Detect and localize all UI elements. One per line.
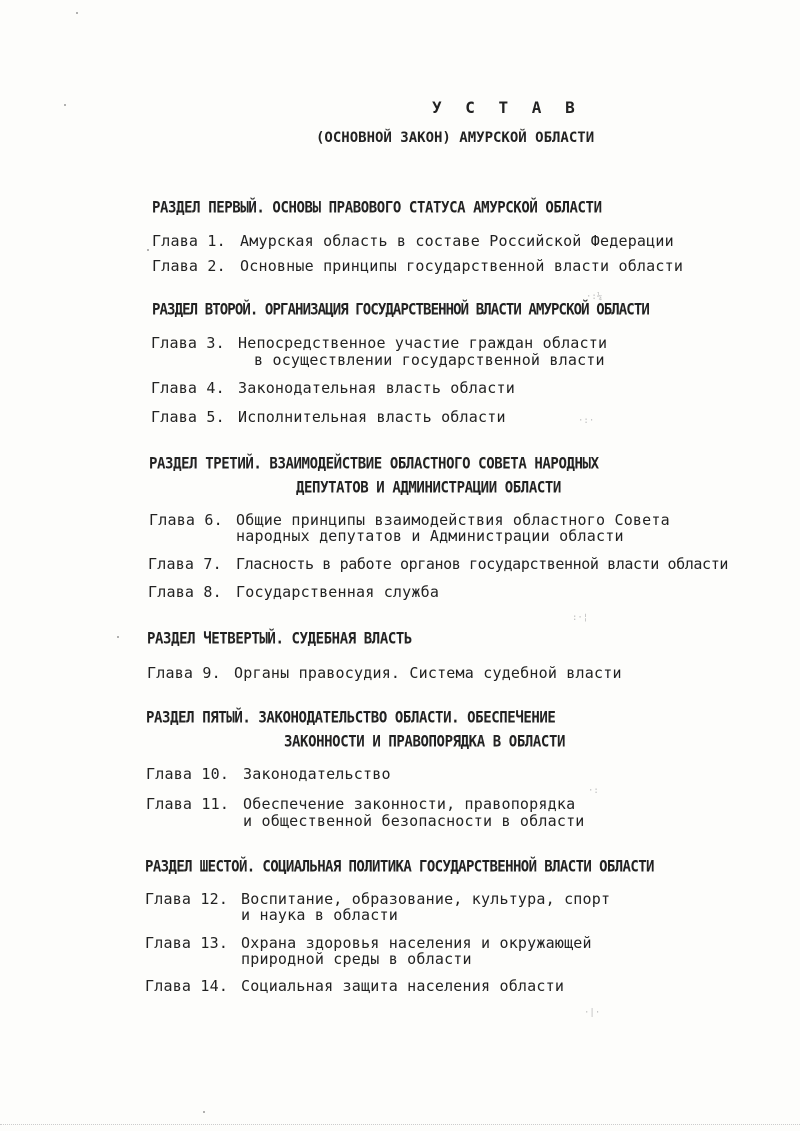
chapter-12-text-continued: и наука в области bbox=[241, 906, 398, 924]
section-2-heading: РАЗДЕЛ ВТОРОЙ. ОРГАНИЗАЦИЯ ГОСУДАРСТВЕННОЙ ВЛАСТИ АМУРСКОЙ ОБЛАСТИ bbox=[152, 301, 649, 319]
chapter-4-label: Глава 4. bbox=[151, 379, 225, 397]
chapter-12-text: Воспитание, образование, культура, спорт bbox=[241, 890, 611, 908]
scan-noise-mark: ·|· bbox=[584, 1008, 601, 1018]
chapter-13-label: Глава 13. bbox=[145, 934, 229, 952]
section-5-heading-continued: ЗАКОННОСТИ И ПРАВОПОРЯДКА В ОБЛАСТИ bbox=[284, 733, 566, 751]
chapter-5-label: Глава 5. bbox=[151, 408, 225, 426]
chapter-1-text: Амурская область в составе Российской Федерации bbox=[240, 232, 674, 250]
chapter-13-text-continued: природной среды в области bbox=[241, 950, 472, 968]
chapter-14-text: Социальная защита населения области bbox=[241, 977, 565, 995]
chapter-6-label: Глава 6. bbox=[149, 511, 223, 529]
section-4-heading: РАЗДЕЛ ЧЕТВЕРТЫЙ. СУДЕБНАЯ ВЛАСТЬ bbox=[147, 630, 412, 648]
chapter-14-label: Глава 14. bbox=[145, 977, 229, 995]
chapter-8-text: Государственная служба bbox=[236, 583, 440, 601]
scan-speck bbox=[117, 636, 119, 638]
page-bottom-edge bbox=[0, 1124, 800, 1128]
chapter-3-label: Глава 3. bbox=[151, 334, 225, 352]
chapter-7-text: Гласность в работе органов государственной власти области bbox=[236, 555, 728, 573]
chapter-9-label: Глава 9. bbox=[147, 664, 221, 682]
scan-noise-mark: ·:¼ bbox=[586, 292, 603, 302]
chapter-7-label: Глава 7. bbox=[148, 555, 222, 573]
chapter-10-text: Законодательство bbox=[243, 765, 391, 783]
chapter-2-text: Основные принципы государственной власти области bbox=[240, 257, 684, 275]
scan-speck bbox=[147, 249, 149, 251]
chapter-3-text: Непосредственное участие граждан области bbox=[238, 334, 608, 352]
scan-speck bbox=[203, 1111, 205, 1113]
chapter-10-label: Глава 10. bbox=[146, 765, 230, 783]
chapter-8-label: Глава 8. bbox=[148, 583, 222, 601]
chapter-5-text: Исполнительная власть области bbox=[238, 408, 506, 426]
chapter-11-text-continued: и общественной безопасности в области bbox=[243, 812, 585, 830]
section-6-heading: РАЗДЕЛ ШЕСТОЙ. СОЦИАЛЬНАЯ ПОЛИТИКА ГОСУДАРСТВЕННОЙ ВЛАСТИ ОБЛАСТИ bbox=[145, 858, 654, 876]
scan-speck bbox=[76, 12, 78, 14]
section-3-heading-continued: ДЕПУТАТОВ И АДМИНИСТРАЦИИ ОБЛАСТИ bbox=[296, 479, 561, 497]
section-1-heading: РАЗДЕЛ ПЕРВЫЙ. ОСНОВЫ ПРАВОВОГО СТАТУСА АМУРСКОЙ ОБЛАСТИ bbox=[152, 199, 602, 217]
scan-noise-mark: ·:· bbox=[578, 416, 595, 426]
chapter-11-label: Глава 11. bbox=[146, 795, 230, 813]
chapter-4-text: Законодательная власть области bbox=[238, 379, 515, 397]
chapter-13-text: Охрана здоровья населения и окружающей bbox=[241, 934, 592, 952]
document-title: У С Т А В bbox=[432, 98, 582, 117]
chapter-11-text: Обеспечение законности, правопорядка bbox=[243, 795, 576, 813]
chapter-3-text-continued: в осуществлении государственной власти bbox=[254, 351, 605, 369]
chapter-6-text-continued: народных депутатов и Администрации области bbox=[236, 527, 624, 545]
chapter-2-label: Глава 2. bbox=[152, 257, 226, 275]
section-3-heading: РАЗДЕЛ ТРЕТИЙ. ВЗАИМОДЕЙСТВИЕ ОБЛАСТНОГО СОВЕТА НАРОДНЫХ bbox=[149, 455, 599, 473]
chapter-1-label: Глава 1. bbox=[152, 232, 226, 250]
section-5-heading: РАЗДЕЛ ПЯТЫЙ. ЗАКОНОДАТЕЛЬСТВО ОБЛАСТИ. ОБЕСПЕЧЕНИЕ bbox=[146, 709, 556, 727]
scan-speck bbox=[64, 104, 66, 106]
chapter-9-text: Органы правосудия. Система судебной власти bbox=[234, 664, 622, 682]
chapter-12-label: Глава 12. bbox=[145, 890, 229, 908]
scan-noise-mark: ·: bbox=[588, 786, 599, 796]
scan-noise-mark: :·¦ bbox=[572, 613, 589, 623]
chapter-6-text: Общие принципы взаимодействия областного Совета bbox=[236, 511, 670, 529]
document-subtitle: (ОСНОВНОЙ ЗАКОН) АМУРСКОЙ ОБЛАСТИ bbox=[316, 130, 595, 146]
